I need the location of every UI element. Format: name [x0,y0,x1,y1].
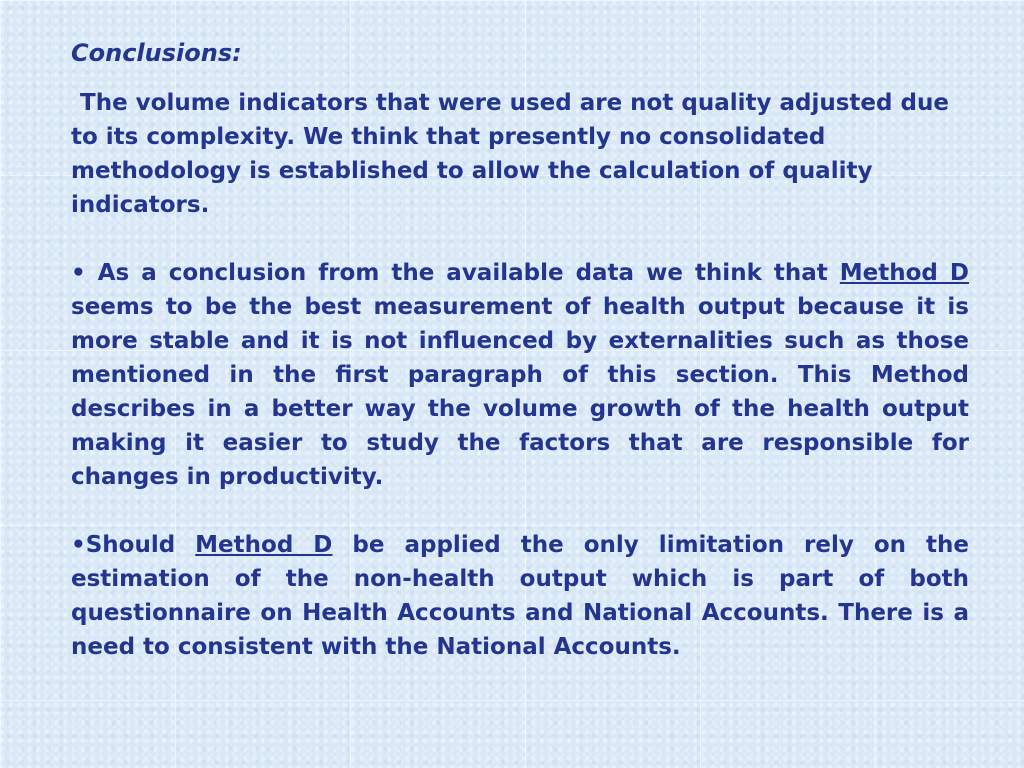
paragraph-3-body: be applied the only limitation rely on the estimation of the non-health output which is part of both questionnaire on Health Accounts and National Accounts. There is a need to consistent with the National Accounts. [71,532,969,660]
paragraph-quality-indicators: The volume indicators that were used are not quality adjusted due to its complexity. We think that presently no consolidated methodology is established to allow the calculation of quality indicators. [71,90,949,218]
slide-heading: Conclusions: [71,39,242,67]
method-d-underlined-text-2: Method D [195,532,333,558]
method-d-underlined-text: Method D [839,260,969,286]
paragraph-2-intro: • As a conclusion from the available data we think that [71,260,840,286]
paragraph-method-d-conclusion [71,256,969,494]
slide-content [71,36,969,664]
paragraph-2-body: seems to be the best measurement of health output because it is more stable and it is not influenced by externalities such as those mentioned in the first paragraph of this section. This Method describes in a better way the volume growth of the health output making it easier to study the factors that are responsible for changes in productivity. [71,294,969,490]
paragraph-3-intro: •Should [71,532,196,558]
paragraph-method-d-limitation [71,528,969,664]
